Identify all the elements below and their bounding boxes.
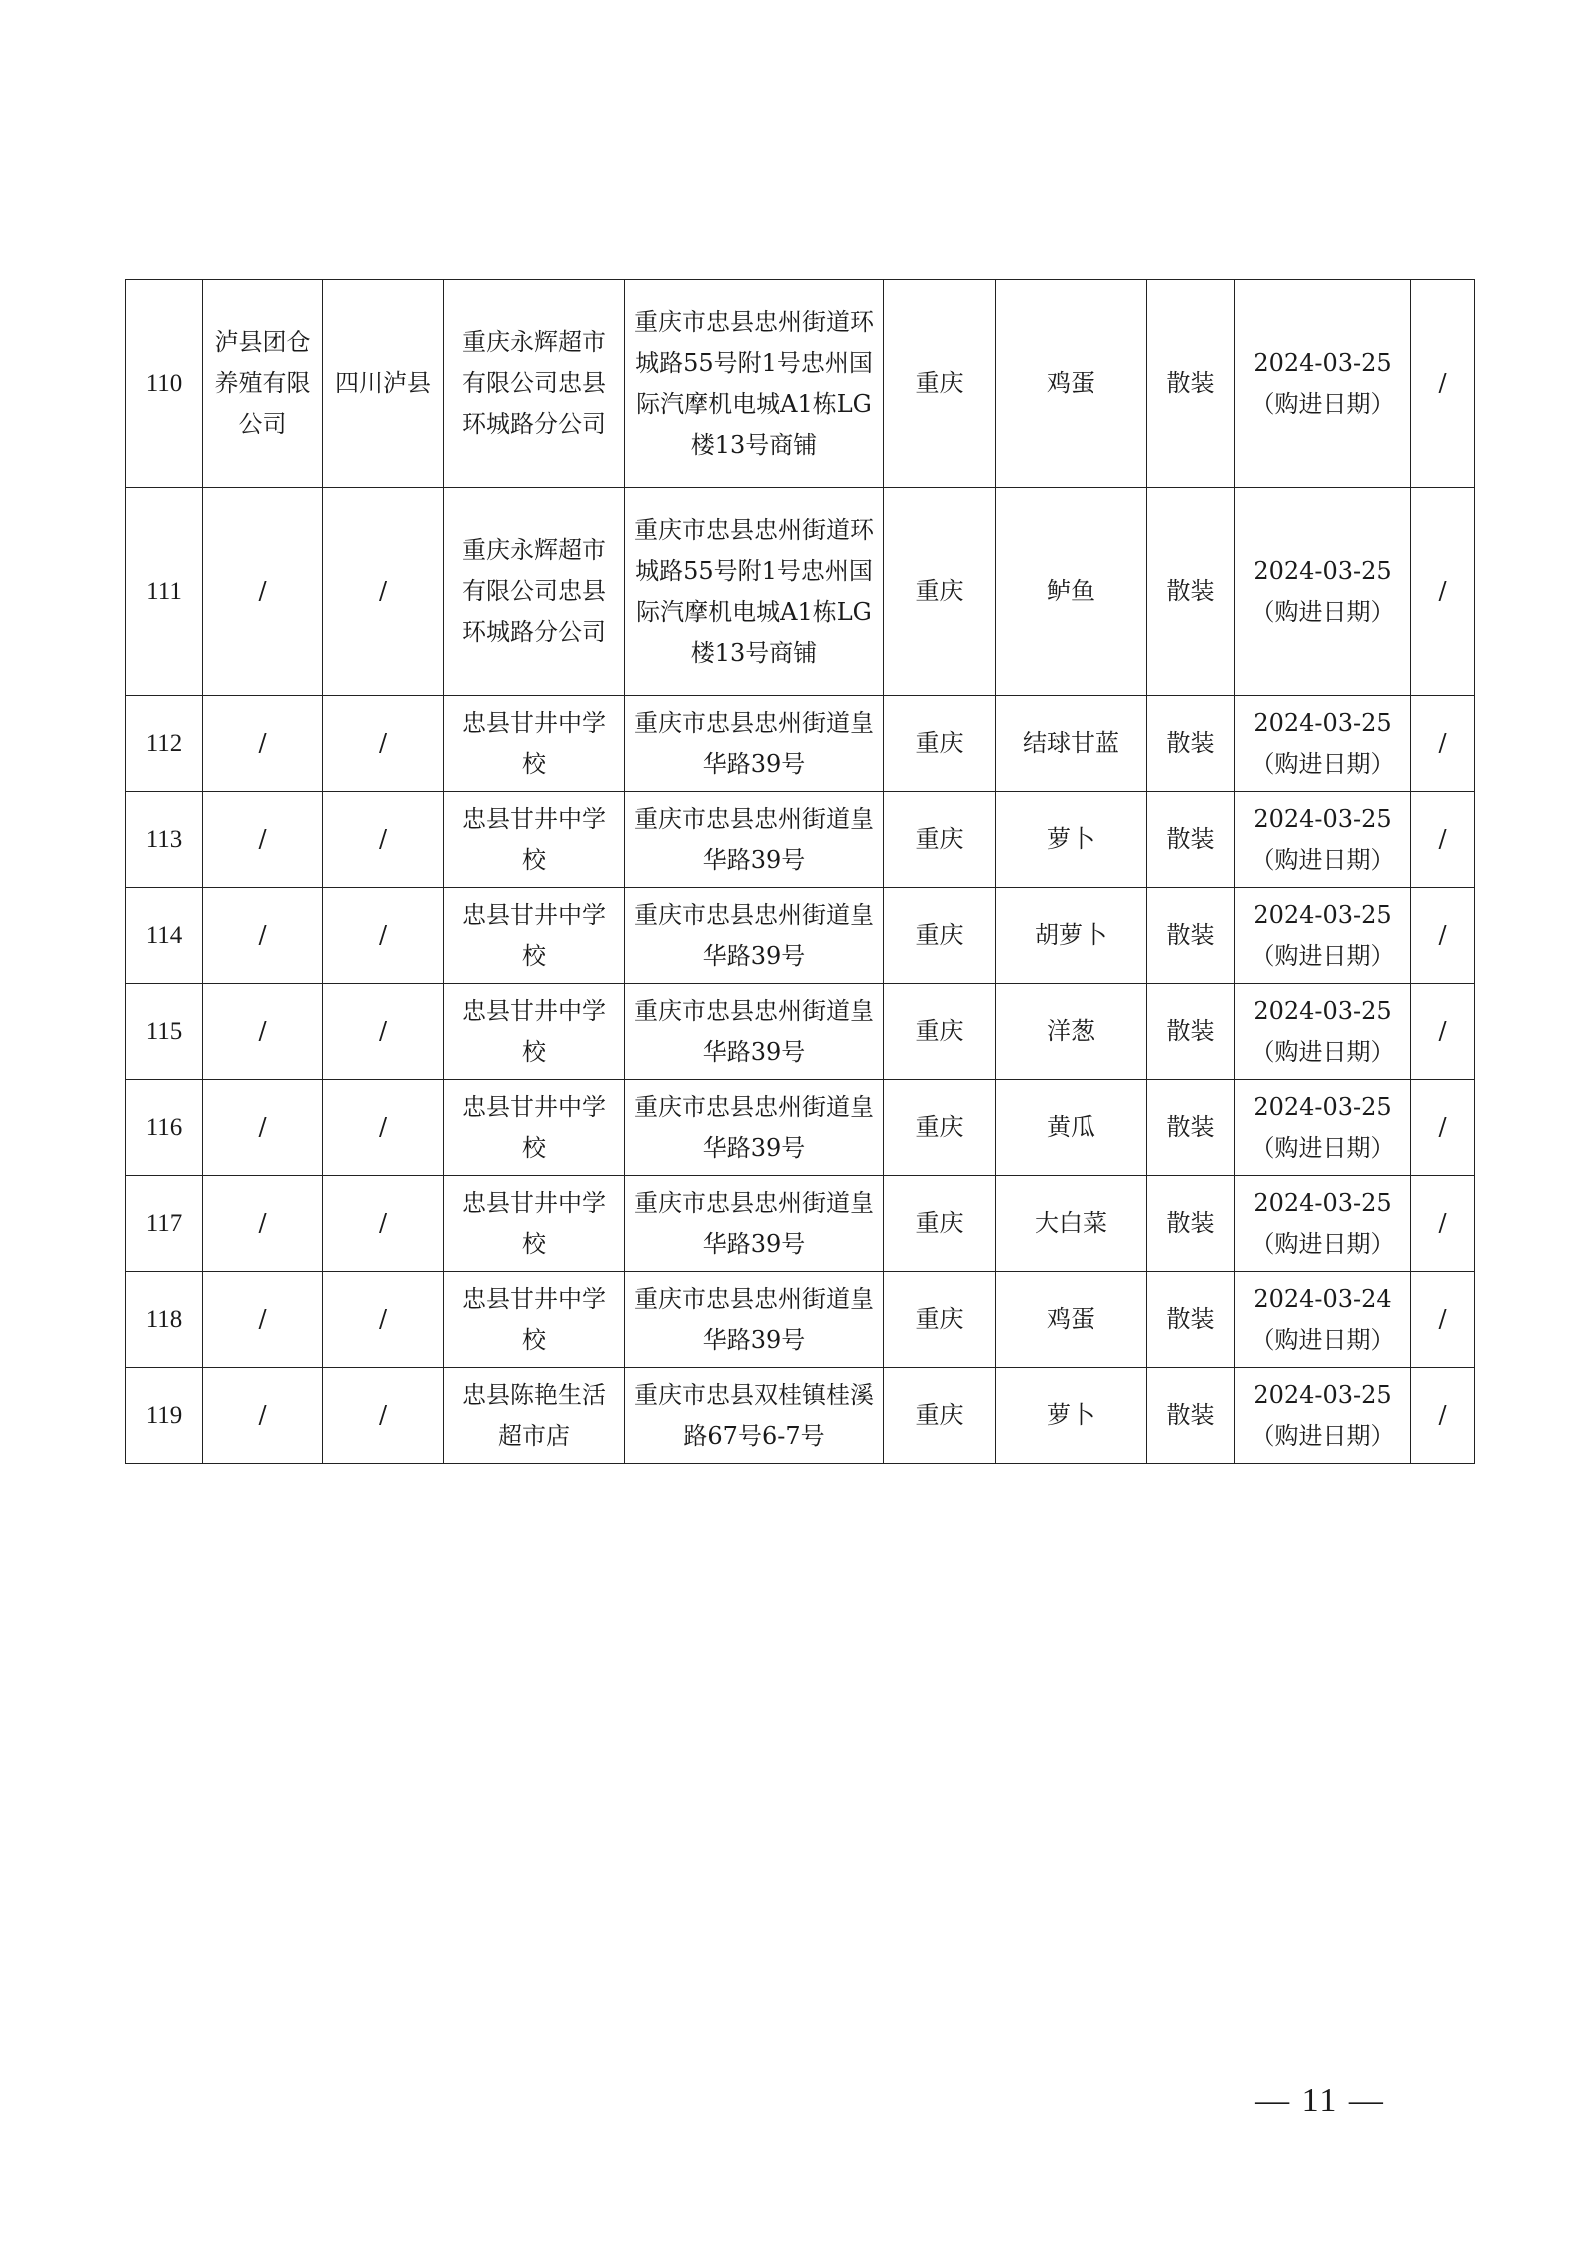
cell-trademark: / (1411, 280, 1475, 488)
cell-trademark: / (1411, 488, 1475, 696)
date-value: 2024-03-25 (1253, 1380, 1392, 1409)
cell-seller: 忠县甘井中学校 (444, 1272, 625, 1368)
cell-spec: 散装 (1147, 1272, 1235, 1368)
cell-producer-address: / (323, 488, 444, 696)
table-row (126, 1176, 1475, 1272)
sampling-table-container (125, 279, 1474, 1464)
cell-seller-address: 重庆市忠县忠州街道皇华路39号 (625, 1176, 884, 1272)
cell-producer-address: / (323, 888, 444, 984)
cell-serial-no: 117 (126, 1176, 203, 1272)
cell-spec: 散装 (1147, 488, 1235, 696)
table-row (126, 888, 1475, 984)
cell-product-name: 洋葱 (996, 984, 1147, 1080)
cell-seller: 忠县甘井中学校 (444, 792, 625, 888)
date-note: （购进日期） (1250, 1133, 1395, 1162)
table-row (126, 1368, 1475, 1464)
cell-spec: 散装 (1147, 1080, 1235, 1176)
cell-producer: / (203, 888, 323, 984)
cell-trademark: / (1411, 1272, 1475, 1368)
cell-seller: 忠县甘井中学校 (444, 696, 625, 792)
cell-date (1235, 1176, 1411, 1272)
cell-producer-address: / (323, 792, 444, 888)
cell-seller: 重庆永辉超市有限公司忠县环城路分公司 (444, 488, 625, 696)
cell-province: 重庆 (884, 280, 996, 488)
cell-producer: 泸县团仓养殖有限公司 (203, 280, 323, 488)
cell-spec: 散装 (1147, 1176, 1235, 1272)
cell-seller-address: 重庆市忠县忠州街道皇华路39号 (625, 1080, 884, 1176)
cell-seller-address: 重庆市忠县忠州街道皇华路39号 (625, 1272, 884, 1368)
date-value: 2024-03-25 (1253, 804, 1392, 833)
cell-province: 重庆 (884, 1176, 996, 1272)
cell-spec: 散装 (1147, 792, 1235, 888)
cell-date (1235, 792, 1411, 888)
cell-producer: / (203, 1176, 323, 1272)
cell-serial-no: 111 (126, 488, 203, 696)
cell-date (1235, 1368, 1411, 1464)
cell-producer-address: / (323, 696, 444, 792)
cell-trademark: / (1411, 696, 1475, 792)
cell-seller: 忠县甘井中学校 (444, 1176, 625, 1272)
cell-serial-no: 114 (126, 888, 203, 984)
cell-seller: 忠县甘井中学校 (444, 984, 625, 1080)
cell-product-name: 萝卜 (996, 792, 1147, 888)
cell-province: 重庆 (884, 1080, 996, 1176)
cell-trademark: / (1411, 888, 1475, 984)
cell-serial-no: 113 (126, 792, 203, 888)
cell-seller: 重庆永辉超市有限公司忠县环城路分公司 (444, 280, 625, 488)
date-note: （购进日期） (1250, 1229, 1395, 1258)
cell-seller-address: 重庆市忠县忠州街道环城路55号附1号忠州国际汽摩机电城A1栋LG楼13号商铺 (625, 280, 884, 488)
cell-date (1235, 1272, 1411, 1368)
date-note: （购进日期） (1250, 845, 1395, 874)
date-note: （购进日期） (1250, 749, 1395, 778)
cell-product-name: 鲈鱼 (996, 488, 1147, 696)
cell-province: 重庆 (884, 888, 996, 984)
cell-seller: 忠县甘井中学校 (444, 888, 625, 984)
date-value: 2024-03-25 (1253, 900, 1392, 929)
cell-seller-address: 重庆市忠县忠州街道皇华路39号 (625, 888, 884, 984)
cell-spec: 散装 (1147, 984, 1235, 1080)
cell-seller-address: 重庆市忠县忠州街道皇华路39号 (625, 696, 884, 792)
date-value: 2024-03-25 (1253, 348, 1392, 377)
cell-serial-no: 119 (126, 1368, 203, 1464)
cell-spec: 散装 (1147, 1368, 1235, 1464)
cell-date (1235, 984, 1411, 1080)
cell-producer: / (203, 1368, 323, 1464)
cell-province: 重庆 (884, 696, 996, 792)
cell-serial-no: 116 (126, 1080, 203, 1176)
cell-product-name: 结球甘蓝 (996, 696, 1147, 792)
sampling-table (125, 279, 1475, 1464)
cell-trademark: / (1411, 1176, 1475, 1272)
cell-producer: / (203, 1080, 323, 1176)
table-row (126, 1272, 1475, 1368)
cell-seller-address: 重庆市忠县忠州街道环城路55号附1号忠州国际汽摩机电城A1栋LG楼13号商铺 (625, 488, 884, 696)
cell-date (1235, 488, 1411, 696)
cell-producer: / (203, 792, 323, 888)
date-note: （购进日期） (1250, 597, 1395, 626)
table-row (126, 696, 1475, 792)
cell-trademark: / (1411, 1080, 1475, 1176)
cell-serial-no: 115 (126, 984, 203, 1080)
cell-trademark: / (1411, 984, 1475, 1080)
cell-spec: 散装 (1147, 888, 1235, 984)
cell-product-name: 黄瓜 (996, 1080, 1147, 1176)
cell-seller-address: 重庆市忠县忠州街道皇华路39号 (625, 792, 884, 888)
cell-product-name: 萝卜 (996, 1368, 1147, 1464)
date-value: 2024-03-25 (1253, 556, 1392, 585)
date-value: 2024-03-25 (1253, 1092, 1392, 1121)
cell-province: 重庆 (884, 488, 996, 696)
table-row (126, 1080, 1475, 1176)
cell-product-name: 大白菜 (996, 1176, 1147, 1272)
cell-producer: / (203, 1272, 323, 1368)
cell-seller: 忠县甘井中学校 (444, 1080, 625, 1176)
cell-serial-no: 110 (126, 280, 203, 488)
cell-producer: / (203, 488, 323, 696)
cell-producer-address: / (323, 1368, 444, 1464)
date-note: （购进日期） (1250, 389, 1395, 418)
cell-serial-no: 118 (126, 1272, 203, 1368)
table-row (126, 984, 1475, 1080)
date-note: （购进日期） (1250, 1421, 1395, 1450)
cell-producer-address: / (323, 1176, 444, 1272)
cell-date (1235, 1080, 1411, 1176)
cell-product-name: 胡萝卜 (996, 888, 1147, 984)
date-note: （购进日期） (1250, 1037, 1395, 1066)
date-note: （购进日期） (1250, 941, 1395, 970)
cell-producer-address: / (323, 1272, 444, 1368)
cell-spec: 散装 (1147, 696, 1235, 792)
cell-product-name: 鸡蛋 (996, 280, 1147, 488)
cell-trademark: / (1411, 1368, 1475, 1464)
cell-serial-no: 112 (126, 696, 203, 792)
cell-producer-address: 四川泸县 (323, 280, 444, 488)
cell-province: 重庆 (884, 1368, 996, 1464)
cell-producer: / (203, 696, 323, 792)
date-value: 2024-03-24 (1253, 1284, 1392, 1313)
cell-trademark: / (1411, 792, 1475, 888)
cell-producer-address: / (323, 984, 444, 1080)
date-note: （购进日期） (1250, 1325, 1395, 1354)
cell-spec: 散装 (1147, 280, 1235, 488)
date-value: 2024-03-25 (1253, 1188, 1392, 1217)
cell-seller: 忠县陈艳生活超市店 (444, 1368, 625, 1464)
cell-producer-address: / (323, 1080, 444, 1176)
cell-seller-address: 重庆市忠县忠州街道皇华路39号 (625, 984, 884, 1080)
table-row (126, 488, 1475, 696)
page-number: — 11 — (1255, 2082, 1385, 2119)
date-value: 2024-03-25 (1253, 996, 1392, 1025)
cell-province: 重庆 (884, 984, 996, 1080)
cell-date (1235, 280, 1411, 488)
table-row (126, 792, 1475, 888)
cell-date (1235, 696, 1411, 792)
cell-product-name: 鸡蛋 (996, 1272, 1147, 1368)
date-value: 2024-03-25 (1253, 708, 1392, 737)
cell-producer: / (203, 984, 323, 1080)
cell-date (1235, 888, 1411, 984)
table-row (126, 280, 1475, 488)
cell-province: 重庆 (884, 1272, 996, 1368)
cell-province: 重庆 (884, 792, 996, 888)
cell-seller-address: 重庆市忠县双桂镇桂溪路67号6-7号 (625, 1368, 884, 1464)
